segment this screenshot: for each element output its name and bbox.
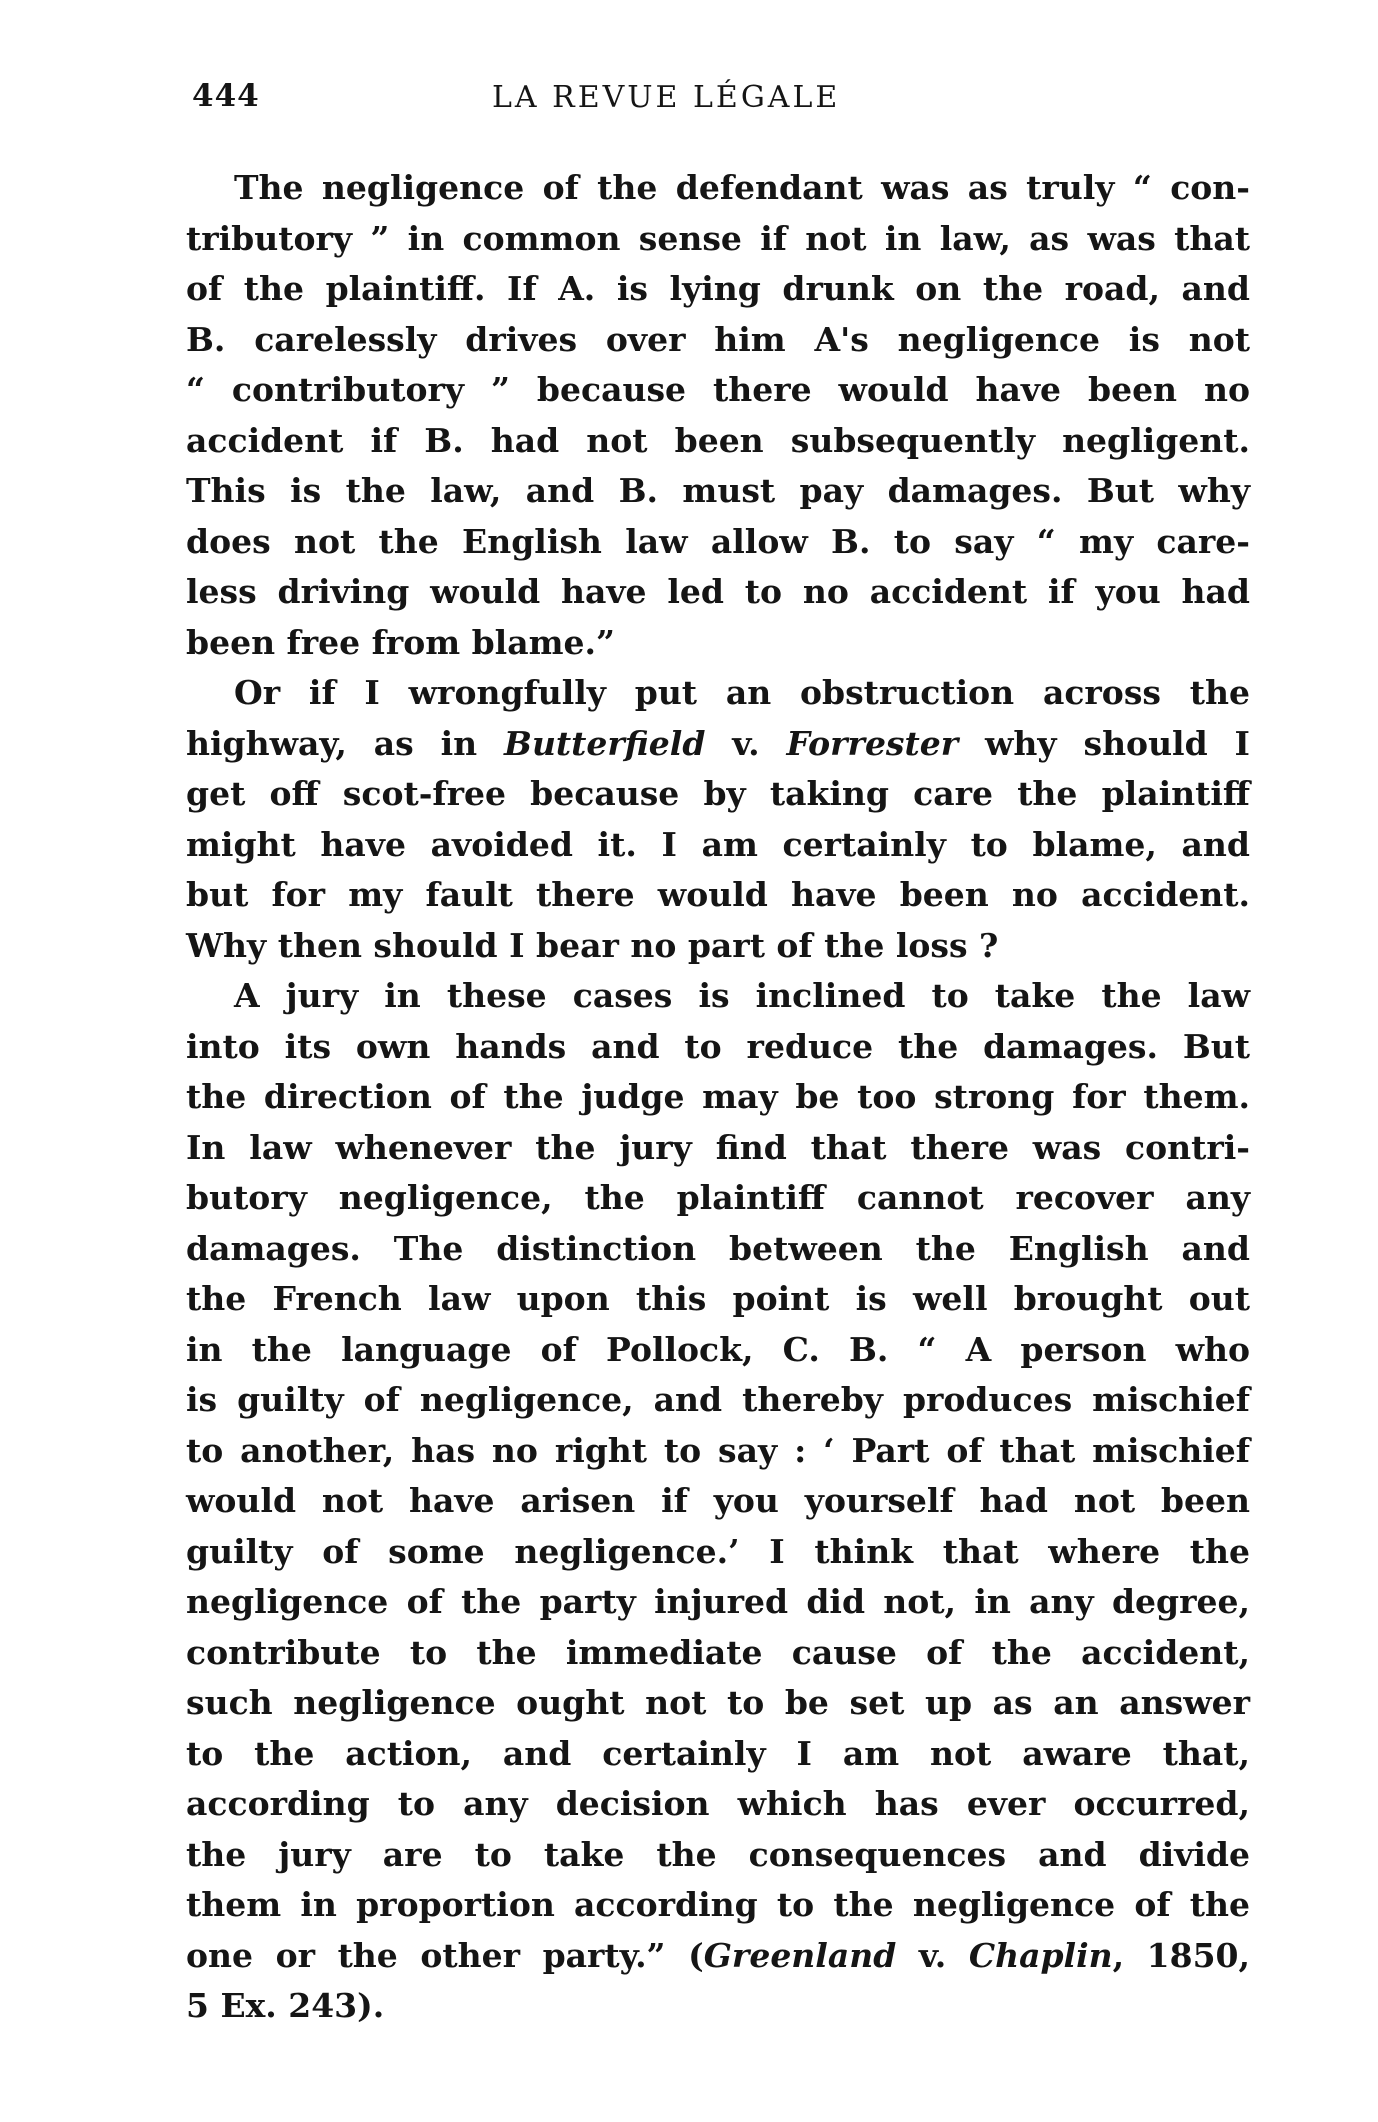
text-line: The negligence of the defendant was as truly “ con- [234, 168, 1250, 207]
text-line: the direction of the judge may be too strong for them. [186, 1077, 1250, 1116]
text-line: Or if I wrongfully put an obstruction across the [234, 673, 1250, 712]
text-line: in the language of Pollock, C. B. “ A person who [186, 1329, 1250, 1369]
text-line: been free from blame.” [186, 622, 615, 662]
text-line: them in proportion according to the negligence of the [186, 1885, 1250, 1924]
running-title: LA REVUE LÉGALE [492, 80, 841, 115]
text-line: A jury in these cases is inclined to take the law [234, 976, 1250, 1015]
text-line: In law whenever the jury find that there was contri- [186, 1127, 1250, 1167]
text-line: Why then should I bear no part of the loss ? [186, 925, 999, 965]
text-line: would not have arisen if you yourself had not been [186, 1481, 1250, 1520]
text-line: negligence of the party injured did not, in any degree, [186, 1582, 1250, 1621]
text-line: such negligence ought not to be set up as an answer [186, 1683, 1250, 1722]
page-number: 444 [192, 78, 260, 114]
text-line: 5 Ex. 243). [186, 1986, 385, 2025]
text-line: B. carelessly drives over him A's negligence is not [186, 319, 1250, 359]
body-text [186, 163, 1250, 2032]
text-line: one or the other party.” (Greenland v. Chaplin, 1850, [186, 1935, 1251, 1975]
text-line: might have avoided it. I am certainly to blame, and [186, 824, 1250, 864]
text-line: to another, has no right to say : ‘ Part of that mischief [186, 1430, 1250, 1470]
text-line: does not the English law allow B. to say “ my care- [186, 521, 1250, 561]
text-line: highway, as in Butterfield v. Forrester why should I [186, 723, 1250, 763]
text-line: damages. The distinction between the English and [186, 1228, 1250, 1268]
page-header [192, 78, 1252, 128]
text-line: but for my fault there would have been no accident. [186, 875, 1250, 914]
text-line: butory negligence, the plaintiff cannot recover any [186, 1178, 1250, 1217]
text-line: contribute to the immediate cause of the accident, [186, 1632, 1250, 1672]
text-line: accident if B. had not been subsequently negligent. [186, 420, 1250, 460]
text-line: according to any decision which has ever occurred, [186, 1784, 1250, 1823]
text-line: the French law upon this point is well brought out [186, 1279, 1250, 1318]
text-line: “ contributory ” because there would have been no [186, 370, 1250, 409]
text-line: get off scot-free because by taking care the plaintiff [186, 774, 1250, 813]
text-line: the jury are to take the consequences and divide [186, 1834, 1250, 1874]
text-line: less driving would have led to no accident if you had [186, 572, 1250, 611]
text-line: This is the law, and B. must pay damages. But why [186, 471, 1250, 510]
text-line: of the plaintiff. If A. is lying drunk on the road, and [186, 269, 1250, 308]
text-line: to the action, and certainly I am not aware that, [186, 1733, 1250, 1773]
text-line: is guilty of negligence, and thereby produces mischief [186, 1380, 1250, 1419]
text-line: tributory ” in common sense if not in law, as was that [186, 218, 1250, 258]
text-line: guilty of some negligence.’ I think that where the [186, 1531, 1250, 1571]
text-line: into its own hands and to reduce the damages. But [186, 1026, 1250, 1066]
